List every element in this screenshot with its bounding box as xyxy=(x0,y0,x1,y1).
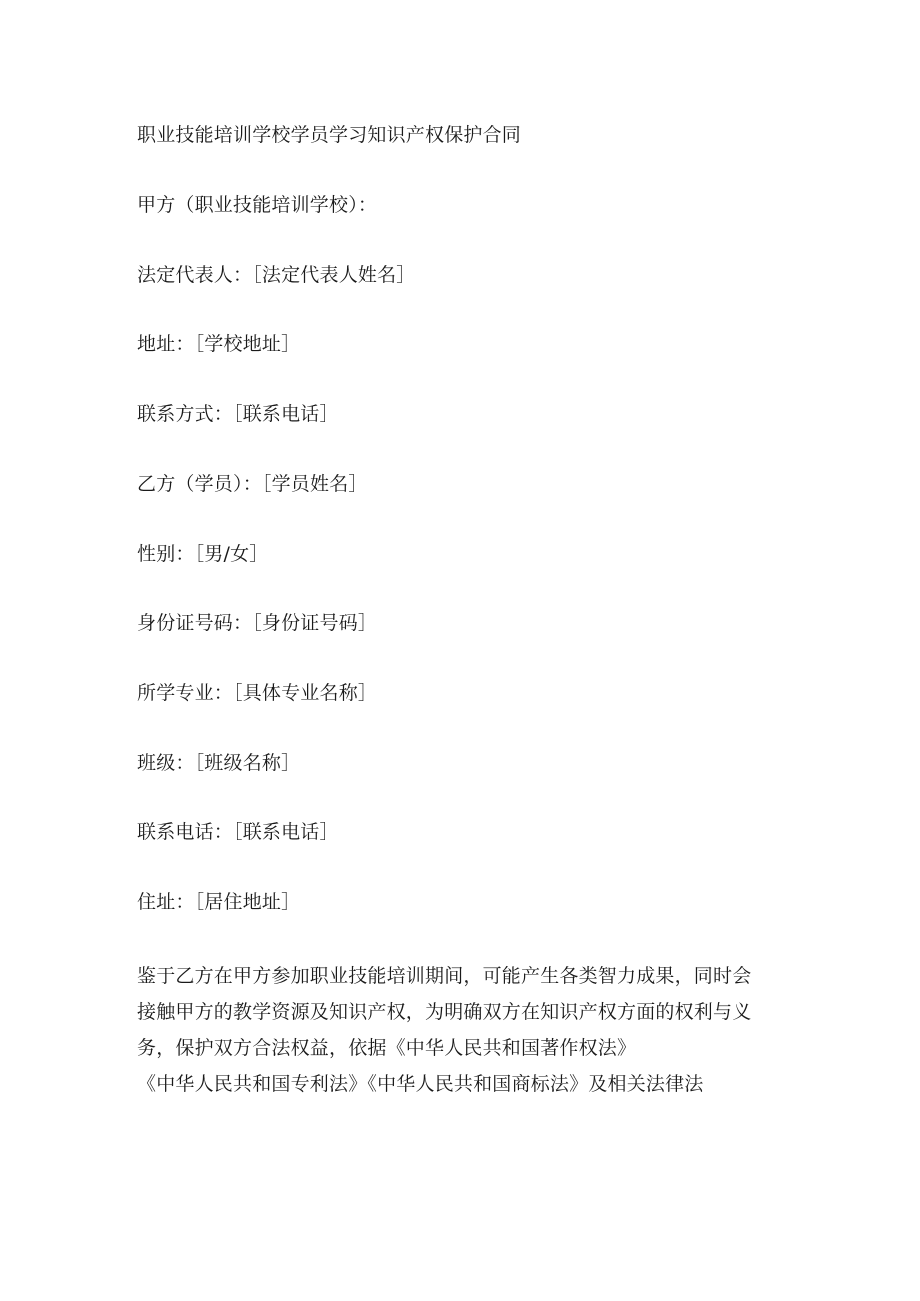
preamble-paragraph xyxy=(137,958,787,1102)
field-class: 班级：［班级名称］ xyxy=(137,752,301,774)
preamble-line: 接触甲方的教学资源及知识产权，为明确双方在知识产权方面的权利与义 xyxy=(137,1001,752,1023)
field-major: 所学专业：［具体专业名称］ xyxy=(137,682,378,704)
document-title: 职业技能培训学校学员学习知识产权保护合同 xyxy=(137,124,522,146)
party-a-heading: 甲方（职业技能培训学校）： xyxy=(137,194,378,216)
field-school-address: 地址：［学校地址］ xyxy=(137,333,301,355)
party-b-heading: 乙方（学员）：［学员姓名］ xyxy=(137,473,368,495)
field-phone: 联系电话：［联系电话］ xyxy=(137,821,339,843)
field-contact-method: 联系方式：［联系电话］ xyxy=(137,403,339,425)
field-legal-representative: 法定代表人：［法定代表人姓名］ xyxy=(137,264,416,286)
field-residence-address: 住址：［居住地址］ xyxy=(137,891,301,913)
preamble-line: 鉴于乙方在甲方参加职业技能培训期间，可能产生各类智力成果，同时会 xyxy=(137,965,752,987)
field-id-number: 身份证号码：［身份证号码］ xyxy=(137,612,378,634)
field-gender: 性别：［男/女］ xyxy=(137,543,269,565)
preamble-line: 《中华人民共和国专利法》《中华人民共和国商标法》及相关法律法 xyxy=(137,1073,704,1095)
preamble-line: 务，保护双方合法权益，依据《中华人民共和国著作权法》 xyxy=(137,1037,637,1059)
